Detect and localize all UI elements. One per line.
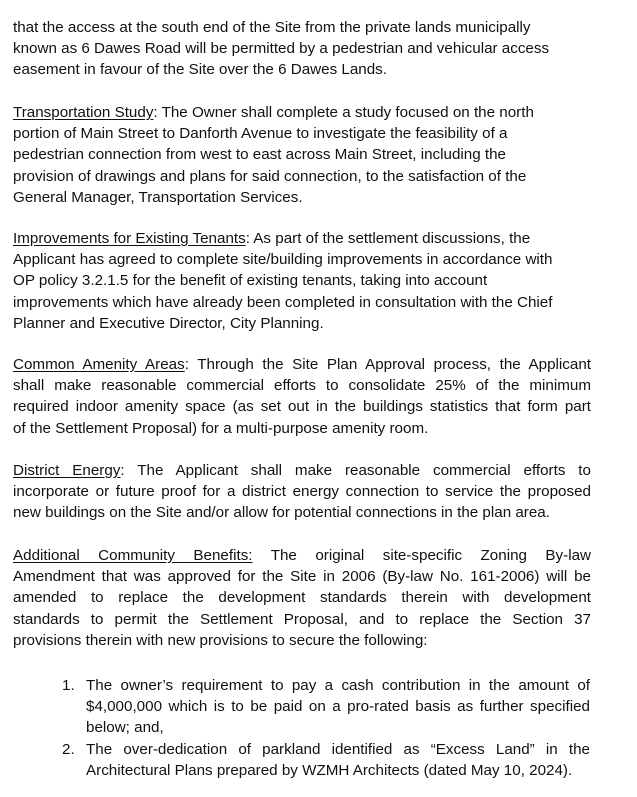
text-line: required indoor amenity space (as set out in the buildings statistics that form part	[13, 398, 591, 416]
section-heading-additional-community-benefits: Additional Community Benefits:	[13, 547, 253, 564]
text-line: Amendment that was approved for the Site in 2006 (By-law No. 161-2006) will be	[13, 568, 591, 586]
list-item-number: 2.	[62, 740, 75, 758]
list-item-number: 1.	[62, 677, 75, 694]
paragraph-existing-tenants	[13, 228, 591, 334]
paragraph-additional-community-benefits	[13, 545, 591, 651]
text-line: $4,000,000 which is to be paid on a pro-rated basis as further specified	[86, 698, 590, 716]
text-line: Planner and Executive Director, City Planning.	[13, 314, 324, 332]
text-line: General Manager, Transportation Services.	[13, 188, 303, 206]
list-item	[62, 675, 590, 739]
list-item	[62, 739, 590, 781]
text-line: : As part of the settlement discussions, the	[245, 230, 531, 247]
paragraph-access-easement	[13, 17, 591, 81]
text-line: known as 6 Dawes Road will be permitted by a pedestrian and vehicular access	[13, 40, 550, 58]
text-line: of the Settlement Proposal) for a multi-purpose amenity room.	[13, 419, 429, 437]
text-line: portion of Main Street to Danforth Avenue to investigate the feasibility of a	[13, 125, 508, 143]
text-line: amended to replace the development standards therein with development	[13, 589, 591, 607]
paragraph-common-amenity-areas	[13, 354, 591, 439]
text-line: below; and,	[86, 719, 164, 737]
text-line: : Through the Site Plan Approval process, the Applicant	[184, 356, 591, 373]
text-line: The owner’s requirement to pay a cash contribution in the amount of	[86, 677, 590, 694]
text-line: improvements which have already been completed in consultation with the Chief	[13, 293, 553, 311]
text-line: provision of drawings and plans for said connection, to the satisfaction of the	[13, 167, 527, 185]
section-heading-common-amenity-areas: Common Amenity Areas	[13, 356, 185, 373]
section-heading-district-energy: District Energy	[13, 462, 121, 479]
text-line: Architectural Plans prepared by WZMH Architects (dated May 10, 2024).	[86, 761, 573, 779]
section-heading-existing-tenants: Improvements for Existing Tenants	[13, 230, 246, 247]
text-line: OP policy 3.2.1.5 for the benefit of existing tenants, taking into account	[13, 272, 488, 290]
text-line: provisions therein with new provisions to secure the following:	[13, 631, 428, 649]
section-heading-transportation-study: Transportation Study	[13, 104, 154, 121]
text-line: that the access at the south end of the Site from the private lands municipally	[13, 19, 531, 36]
text-line: standards to permit the Settlement Proposal, and to replace the Section 37	[13, 610, 591, 628]
text-line: Applicant has agreed to complete site/building improvements in accordance with	[13, 251, 553, 269]
paragraph-district-energy	[13, 460, 591, 524]
numbered-list	[62, 675, 590, 781]
text-line: The over-dedication of parkland identified as “Excess Land” in the	[86, 740, 590, 758]
text-line: incorporate or future proof for a district energy connection to service the proposed	[13, 483, 591, 501]
text-line: The original site-specific Zoning By-law	[252, 547, 591, 564]
text-line: : The Owner shall complete a study focused on the north	[153, 104, 534, 121]
text-line: easement in favour of the Site over the 6 Dawes Lands.	[13, 61, 387, 79]
text-line: pedestrian connection from west to east across Main Street, including the	[13, 146, 507, 164]
text-line: : The Applicant shall make reasonable commercial efforts to	[120, 462, 591, 479]
text-line: new buildings on the Site and/or allow for potential connections in the plan area.	[13, 504, 550, 522]
paragraph-transportation-study	[13, 102, 591, 208]
text-line: shall make reasonable commercial efforts to consolidate 25% of the minimum	[13, 377, 591, 395]
